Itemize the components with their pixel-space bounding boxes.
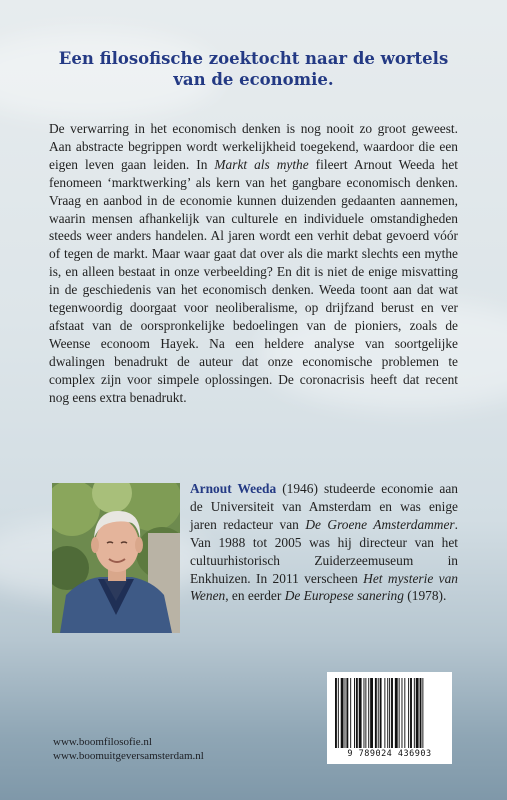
bio-text-4: (1978). [403, 588, 447, 604]
barcode-bar [410, 678, 412, 748]
barcode-bar [370, 678, 373, 748]
isbn-number: 9 789024 436903 [347, 749, 432, 759]
barcode-bar [387, 678, 388, 748]
book-title-italic: Markt als mythe [214, 156, 309, 172]
barcode-bar [402, 678, 403, 748]
barcode-bar [365, 678, 366, 748]
barcode-bar [346, 678, 348, 748]
barcode-bar [399, 678, 400, 748]
barcode-bar [350, 678, 351, 748]
link-boomfilosofie[interactable]: www.boomfilosofie.nl [53, 736, 152, 748]
blurb-part-1: De verwarring in het economisch denken is nog nooit zo groot geweest. Aan abstracte begrippen wordt werkelijkheid toegekend, waardoor die een eigen leven gaan leiden. In [49, 121, 458, 172]
barcode-bar [345, 678, 346, 748]
barcode-bar [404, 678, 405, 748]
headline-line-2: van de economie. [173, 70, 334, 89]
bio-text-2: . Van 1988 tot 2005 was hij directeur van het cultuurhistorisch Zuiderzeemuseum in Enkhuizen. In 2011 verscheen [190, 516, 458, 586]
bio-italic-2: Het mysterie van Wenen [190, 570, 458, 604]
barcode-bar [364, 678, 365, 748]
isbn-barcode [327, 672, 452, 764]
barcode-bar [354, 678, 355, 748]
barcode-bar [384, 678, 385, 748]
barcode-bars [333, 678, 446, 748]
link-boomuitgevers[interactable]: www.boomuitgeversamsterdam.nl [53, 750, 204, 762]
blurb-text [49, 120, 458, 407]
barcode-bar [395, 678, 398, 748]
publisher-links [53, 735, 204, 763]
author-bio [190, 480, 458, 605]
barcode-bar [338, 678, 339, 748]
barcode-bar [368, 678, 369, 748]
barcode-bar [375, 678, 377, 748]
barcode-bar [408, 678, 409, 748]
barcode-bar [359, 678, 362, 748]
barcode-bar [380, 678, 382, 748]
barcode-bar [416, 678, 419, 748]
bio-italic-1: De Groene Amsterdammer [305, 516, 455, 532]
author-portrait-illustration [52, 483, 180, 633]
barcode-bar [391, 678, 393, 748]
barcode-bar [356, 678, 358, 748]
barcode-bar [378, 678, 379, 748]
barcode-bar [420, 678, 422, 748]
back-cover-headline [40, 48, 467, 90]
barcode-bar [335, 678, 337, 748]
barcode-bar [389, 678, 390, 748]
headline-line-1: Een filosofische zoektocht naar de wortels [58, 49, 449, 68]
author-photo [52, 483, 180, 633]
barcode-bar [341, 678, 344, 748]
barcode-bar [422, 678, 423, 748]
author-name: Arnout Weeda [190, 481, 277, 496]
bio-italic-3: De Europese sanering [284, 588, 404, 604]
bio-text-1: (1946) studeerde economie aan de Universiteit van Amsterdam en was enige jaren redacteur van [190, 481, 458, 532]
blurb-part-2: fileert Arnout Weeda het fenomeen ‘marktwerking’ als kern van het gangbare economisch denken. Vraag en aanbod in de economie kunnen duizenden gedaanten aannemen, waarin mensen afhankelijk van culturele en individuele omstandigheden steeds weer anders handelen. Al jaren wordt een verhit debat gevoerd vóór of tegen de markt. Maar waar gaat dat over als die markt slechts een mythe is, en alleen bestaat in onze verbeelding? En dit is niet de enige misvatting in de geschiedenis van het economisch denken. Weeda toont aan dat wat tegenwoordig doorgaat voor neoliberalisme, op drijfzand berust en ver afstaat van de oorspronkelijke bedoelingen van de pioniers, zoals de Weense econoom Hayek. Na een heldere analyse van soortgelijke dwalingen benadrukt de auteur dat onze economische problemen te complex zijn voor simpele oplossingen. De coronacrisis heeft dat recent nog eens extra benadrukt. [49, 156, 458, 405]
bio-text-3: , en eerder [225, 588, 285, 604]
barcode-bar [414, 678, 415, 748]
